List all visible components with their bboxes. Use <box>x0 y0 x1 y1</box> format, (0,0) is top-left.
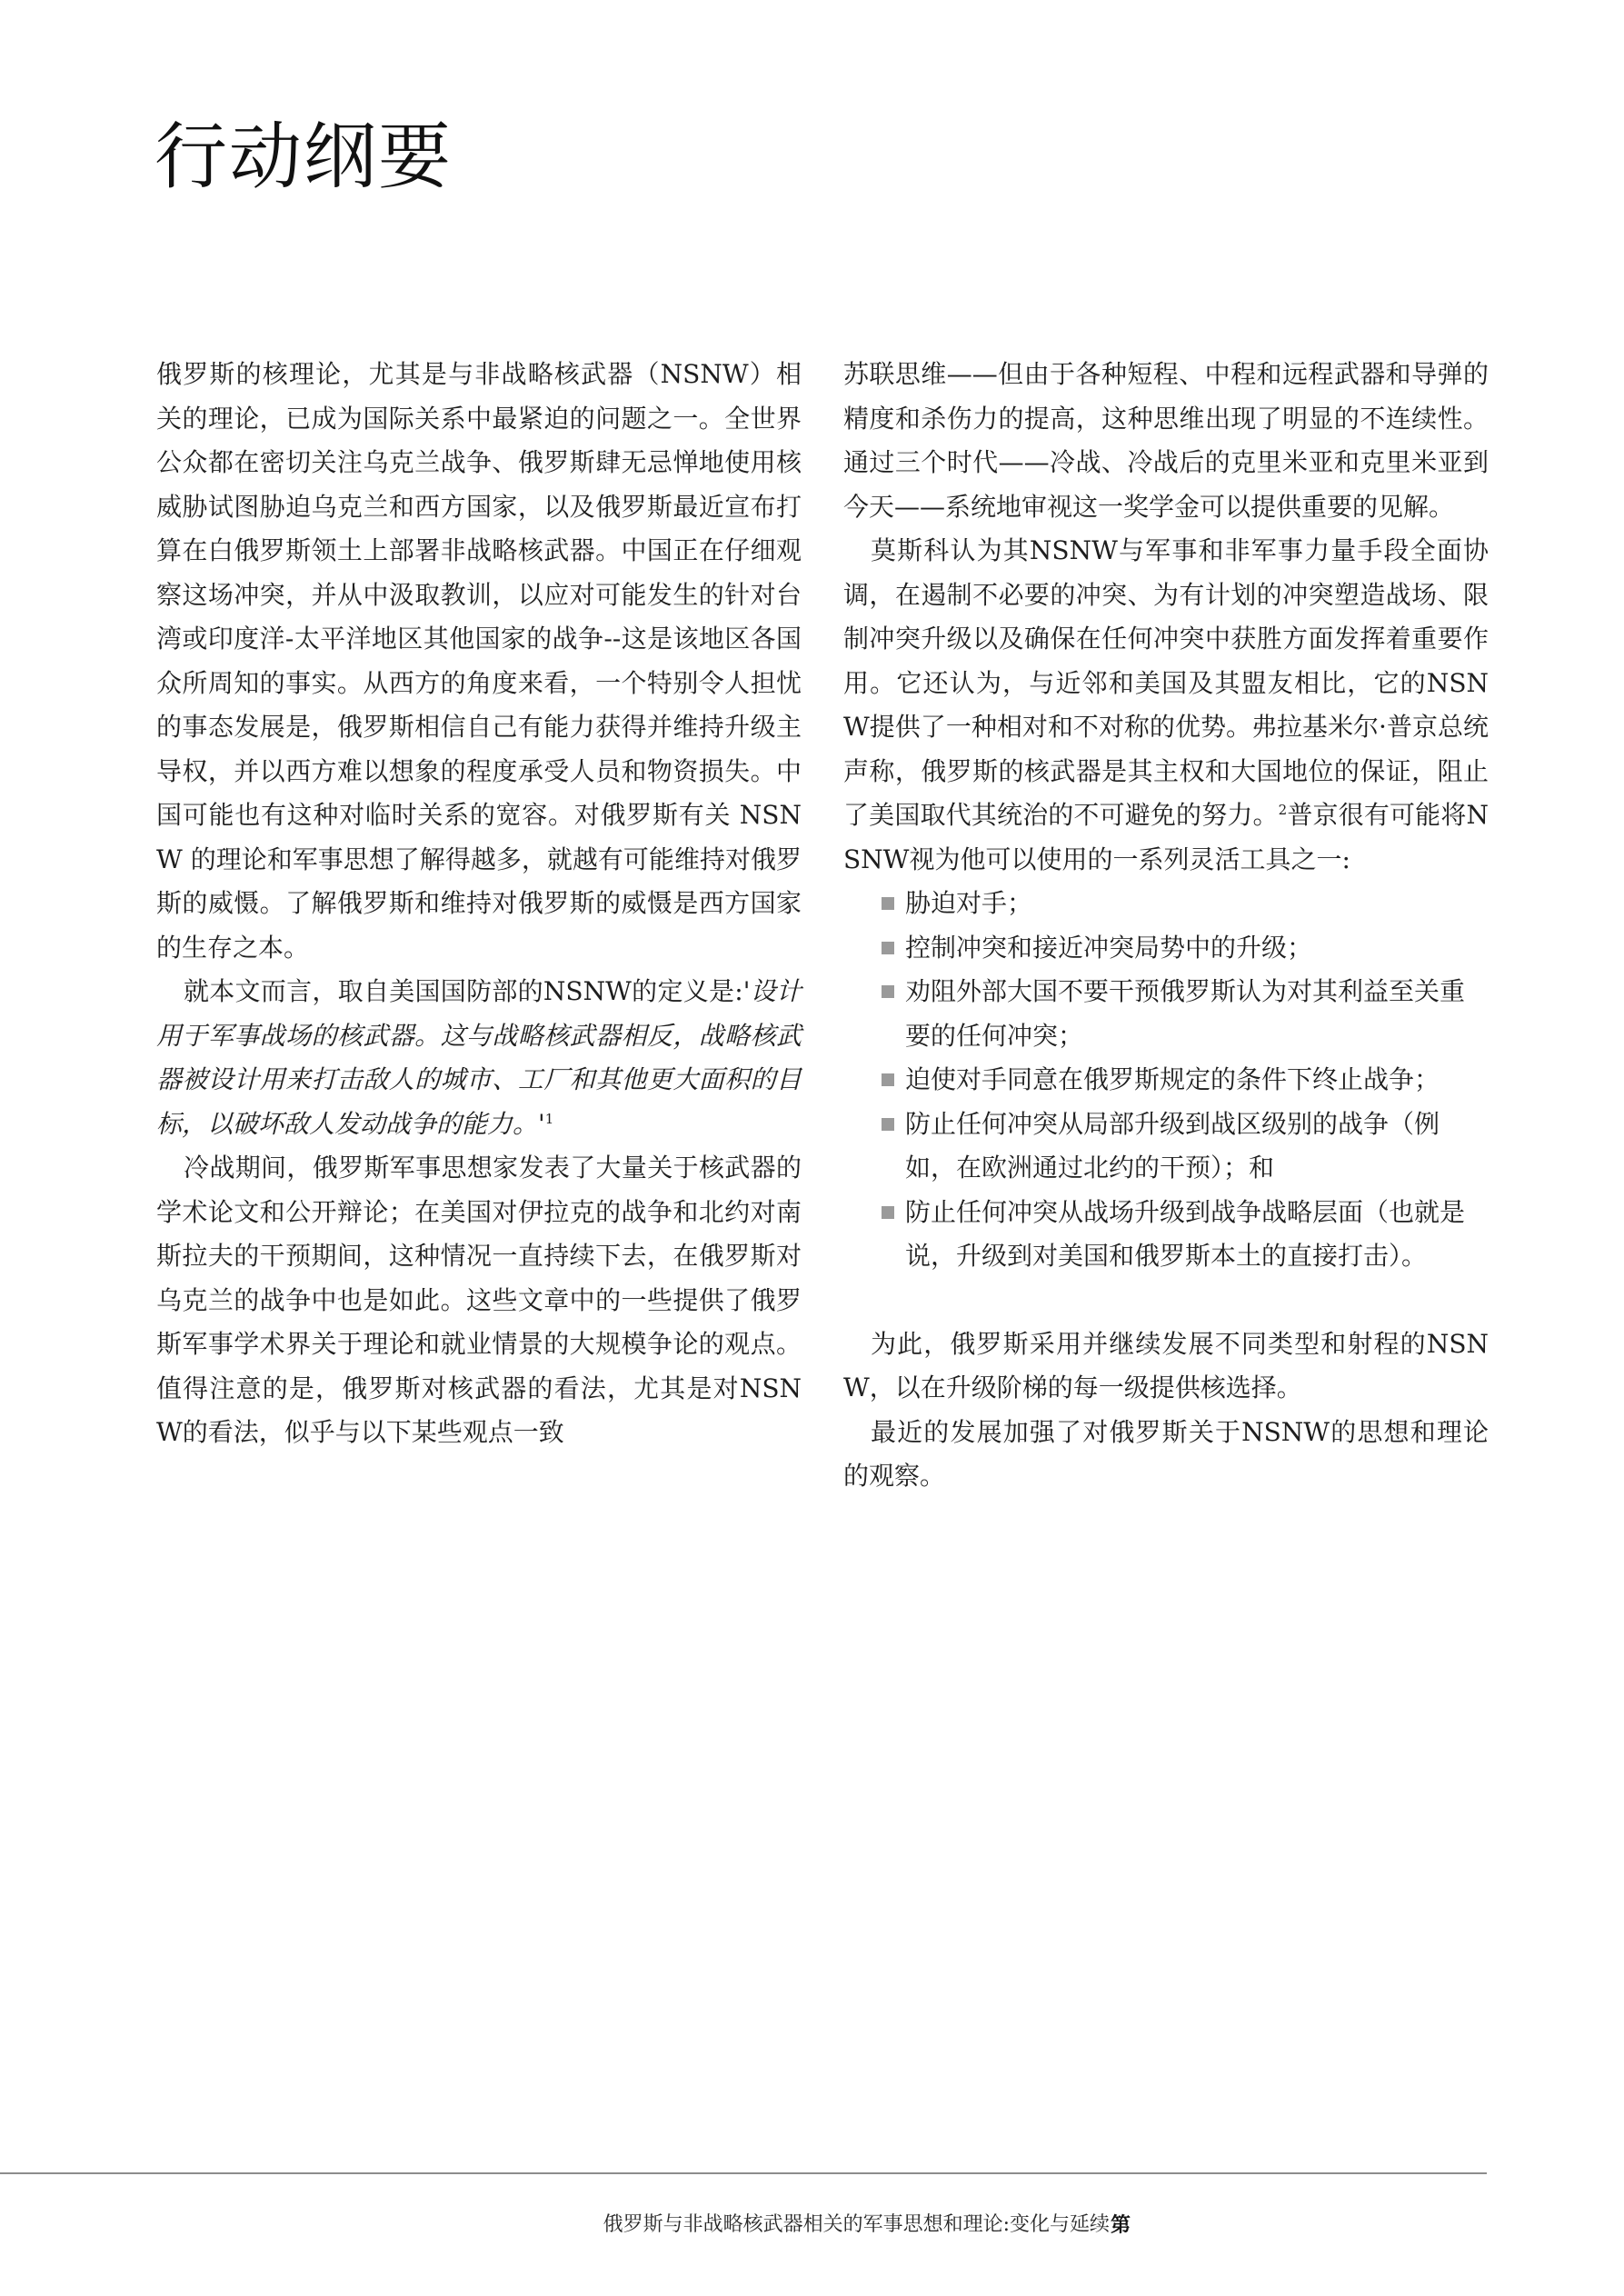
square-bullet-icon <box>882 985 894 998</box>
moscow-view-paragraph <box>843 529 1489 882</box>
list-item-text: 劝阻外部大国不要干预俄罗斯认为对其利益至关重要的任何冲突； <box>905 976 1466 1051</box>
page-title: 行动纲要 <box>154 115 453 199</box>
square-bullet-icon <box>882 1118 894 1131</box>
list-item <box>843 970 1489 1058</box>
escalation-ladder-paragraph: 为此，俄罗斯采用并继续发展不同类型和射程的NSNW，以在升级阶梯的每一级提供核选择。 <box>843 1328 1489 1403</box>
list-item-text: 迫使对手同意在俄罗斯规定的条件下终止战争； <box>905 1064 1440 1094</box>
square-bullet-icon <box>882 1206 894 1219</box>
cold-war-paragraph: 冷战期间，俄罗斯军事思想家发表了大量关于核武器的学术论文和公开辩论；在美国对伊拉克的战争和北约对南斯拉夫的干预期间，这种情况一直持续下去，在俄罗斯对乌克兰的战争中也是如此。这些文章中的一些提供了俄罗斯军事学术界关于理论和就业情景的大规模争论的观点。值得注意的是，俄罗斯对核武器的看法，尤其是对NSNW的看法，似乎与以下某些观点一致 <box>156 1153 802 1447</box>
list-item <box>843 1103 1489 1191</box>
footnote-ref-1[interactable]: 1 <box>544 1110 554 1127</box>
list-item-text: 防止任何冲突从局部升级到战区级别的战争（例如，在欧洲通过北约的干预）；和 <box>905 1108 1440 1183</box>
list-item-text: 胁迫对手； <box>905 888 1033 918</box>
page-number: 第 <box>1111 2213 1131 2237</box>
paragraph-gap <box>843 1279 1489 1323</box>
left-column <box>156 353 802 1455</box>
definition-close: ' <box>538 1108 545 1139</box>
right-column <box>843 353 1489 1499</box>
list-item <box>843 882 1489 926</box>
list-item <box>843 1191 1489 1279</box>
definition-paragraph <box>156 970 802 1146</box>
definition-intro: 就本文而言，取自美国国防部的NSNW的定义是:' <box>184 976 751 1006</box>
moscow-view-text: 莫斯科认为其NSNW与军事和非军事力量手段全面协调，在遏制不必要的冲突、为有计划的冲突塑造战场、限制冲突升级以及确保在任何冲突中获胜方面发挥着重要作用。它还认为，与近邻和美国及其盟友相比，它的NSNW提供了一种相对和不对称的优势。弗拉基米尔·普京总统声称，俄罗斯的核武器是其主权和大国地位的保证，阻止了美国取代其统治的不可避免的努力。 <box>843 535 1489 830</box>
list-item <box>843 1058 1489 1103</box>
list-item-text: 控制冲突和接近冲突局势中的升级； <box>905 932 1313 963</box>
footer-divider <box>0 2172 1487 2174</box>
definition-quote: 设计用于军事战场的核武器。这与战略核武器相反，战略核武器被设计用来打击敌人的城市、工厂和其他更大面积的目标，以破坏敌人发动战争的能力。 <box>156 976 802 1139</box>
nsnw-tools-list <box>843 882 1489 1279</box>
square-bullet-icon <box>882 942 894 954</box>
list-item <box>843 926 1489 971</box>
square-bullet-icon <box>882 897 894 910</box>
list-item-text: 防止任何冲突从战场升级到战争战略层面（也就是说，升级到对美国和俄罗斯本土的直接打击）。 <box>905 1196 1466 1271</box>
square-bullet-icon <box>882 1073 894 1086</box>
intro-paragraph: 俄罗斯的核理论，尤其是与非战略核武器（NSNW）相关的理论，已成为国际关系中最紧迫的问题之一。全世界公众都在密切关注乌克兰战争、俄罗斯肆无忌惮地使用核威胁试图胁迫乌克兰和西方国家，以及俄罗斯最近宣布打算在白俄罗斯领土上部署非战略核武器。中国正在仔细观察这场冲突，并从中汲取教训，以应对可能发生的针对台湾或印度洋-太平洋地区其他国家的战争--这是该地区各国众所周知的事实。从西方的角度来看，一个特别令人担忧的事态发展是，俄罗斯相信自己有能力获得并维持升级主导权，并以西方难以想象的程度承受人员和物资损失。中国可能也有这种对临时关系的宽容。对俄罗斯有关 NSNW 的理论和军事思想了解得越多，就越有可能维持对俄罗斯的威慑。了解俄罗斯和维持对俄罗斯的威慑是西方国家的生存之本。 <box>156 359 802 963</box>
footnote-ref-2[interactable]: 2 <box>1278 802 1288 818</box>
soviet-thinking-paragraph: 苏联思维——但由于各种短程、中程和远程武器和导弹的精度和杀伤力的提高，这种思维出现了明显的不连续性。通过三个时代——冷战、冷战后的克里米亚和克里米亚到今天——系统地审视这一奖学金可以提供重要的见解。 <box>843 359 1489 522</box>
putin-tools-text: 普京很有可能将NSNW视为他可以使用的一系列灵活工具之一: <box>843 800 1489 874</box>
recent-developments-paragraph: 最近的发展加强了对俄罗斯关于NSNW的思想和理论的观察。 <box>843 1416 1489 1491</box>
running-footer: 俄罗斯与非战略核武器相关的军事思想和理论:变化与延续 <box>603 2213 1110 2236</box>
